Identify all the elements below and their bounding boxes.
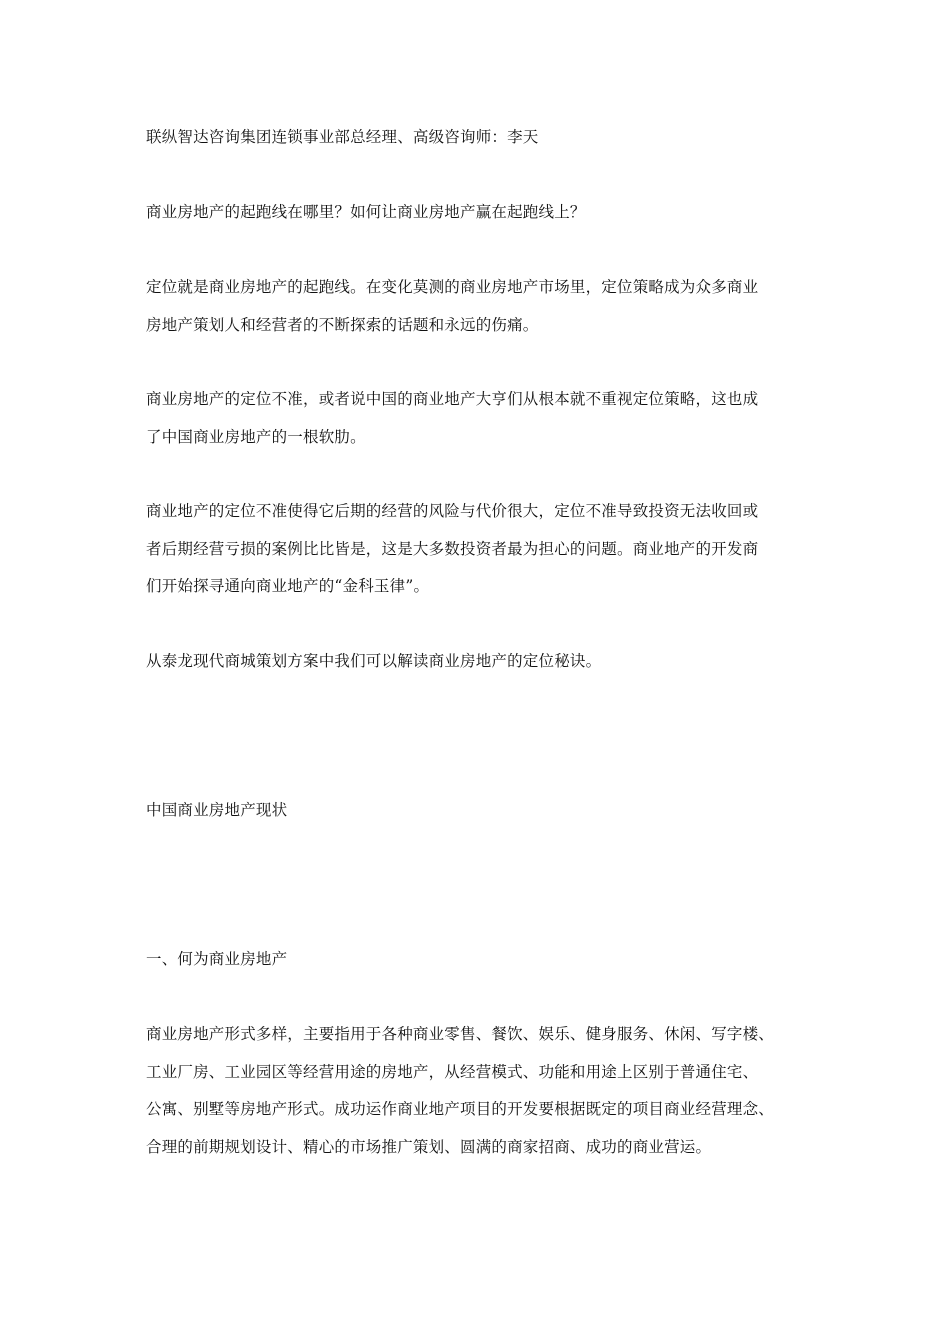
paragraph-5-line: 商业房地产形式多样，主要指用于各种商业零售、餐饮、娱乐、健身服务、休闲、写字楼、 [146, 1025, 775, 1043]
subheading [146, 941, 826, 979]
paragraph-5 [146, 1016, 826, 1166]
section-heading-text: 中国商业房地产现状 [146, 801, 288, 819]
paragraph-2-line: 商业房地产的定位不准，或者说中国的商业地产大亨们从根本就不重视定位策略，这也成 [146, 390, 759, 408]
author-line-text: 联纵智达咨询集团连锁事业部总经理、高级咨询师：李天 [146, 128, 539, 146]
paragraph-2 [146, 381, 826, 456]
paragraph-2-line: 了中国商业房地产的一根软肋。 [146, 427, 366, 446]
paragraph-4-text: 从泰龙现代商城策划方案中我们可以解读商业房地产的定位秘诀。 [146, 652, 602, 670]
paragraph-5-line: 工业厂房、工业园区等经营用途的房地产，从经营模式、功能和用途上区别于普通住宅、 [146, 1062, 759, 1081]
paragraph-5-line: 公寓、别墅等房地产形式。成功运作商业地产项目的开发要根据既定的项目商业经营理念、 [146, 1100, 775, 1118]
question-text: 商业房地产的起跑线在哪里？如何让商业房地产赢在起跑线上？ [146, 203, 586, 221]
author-line [146, 119, 826, 157]
paragraph-1 [146, 269, 826, 344]
paragraph-3-line: 者后期经营亏损的案例比比皆是，这是大多数投资者最为担心的问题。商业地产的开发商 [146, 539, 759, 558]
paragraph-1-line: 定位就是商业房地产的起跑线。在变化莫测的商业房地产市场里，定位策略成为众多商业 [146, 278, 759, 296]
subheading-text: 一、何为商业房地产 [146, 950, 288, 968]
paragraph-5-line: 合理的前期规划设计、精心的市场推广策划、圆满的商家招商、成功的商业营运。 [146, 1137, 712, 1156]
paragraph-3 [146, 493, 826, 606]
question-paragraph [146, 194, 826, 232]
paragraph-4 [146, 643, 826, 681]
paragraph-3-line: 们开始探寻通向商业地产的“金科玉律”。 [146, 577, 430, 595]
section-heading [146, 792, 826, 830]
paragraph-3-line: 商业地产的定位不准使得它后期的经营的风险与代价很大，定位不准导致投资无法收回或 [146, 502, 759, 520]
paragraph-1-line: 房地产策划人和经营者的不断探索的话题和永远的伤痛。 [146, 315, 539, 334]
